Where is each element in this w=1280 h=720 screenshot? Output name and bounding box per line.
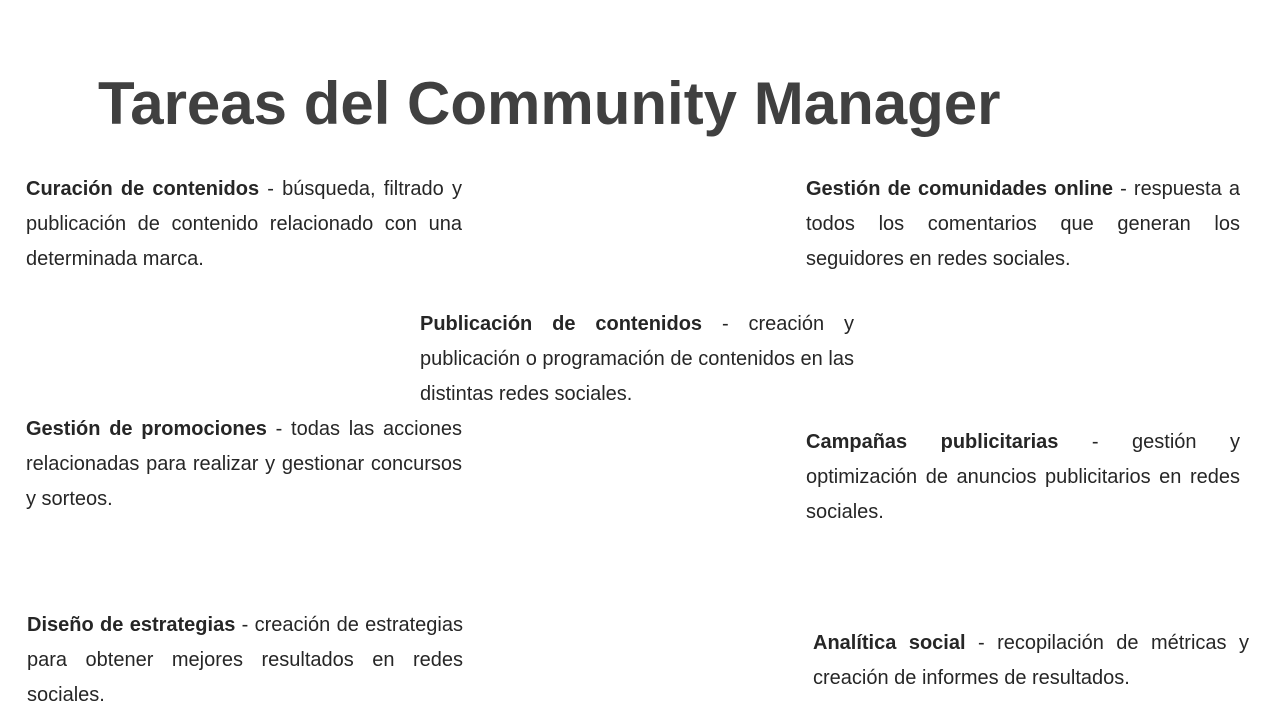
task-analitica-social (813, 626, 1249, 696)
task-description: - gestión y optimización de anuncios publicitarios en redes sociales. (806, 431, 1240, 523)
task-diseno-de-estrategias (27, 608, 463, 713)
task-description: - creación y publicación o programación de contenidos en las distintas redes sociales. (420, 313, 854, 405)
task-name: Gestión de promociones (26, 418, 267, 440)
task-description: - creación de estrategias para obtener mejores resultados en redes sociales. (27, 614, 463, 706)
task-name: Campañas publicitarias (806, 431, 1059, 453)
task-campanas-publicitarias (806, 425, 1240, 530)
task-name: Publicación de contenidos (420, 313, 703, 335)
task-name: Analítica social (813, 632, 966, 654)
task-description: - recopilación de métricas y creación de informes de resultados. (813, 632, 1249, 689)
task-gestion-de-promociones (26, 412, 462, 517)
task-publicacion-de-contenidos (420, 307, 854, 412)
task-name: Curación de contenidos (26, 178, 260, 200)
task-description: - todas las acciones relacionadas para realizar y gestionar concursos y sorteos. (26, 418, 462, 510)
task-name: Diseño de estrategias (27, 614, 236, 636)
task-description: - búsqueda, filtrado y publicación de contenido relacionado con una determinada marca. (26, 178, 462, 270)
task-curacion-de-contenidos (26, 172, 462, 277)
task-description: - respuesta a todos los comentarios que generan los seguidores en redes sociales. (806, 178, 1240, 270)
task-gestion-de-comunidades (806, 172, 1240, 277)
task-name: Gestión de comunidades online (806, 178, 1113, 200)
slide-title: Tareas del Community Manager (98, 70, 1001, 137)
